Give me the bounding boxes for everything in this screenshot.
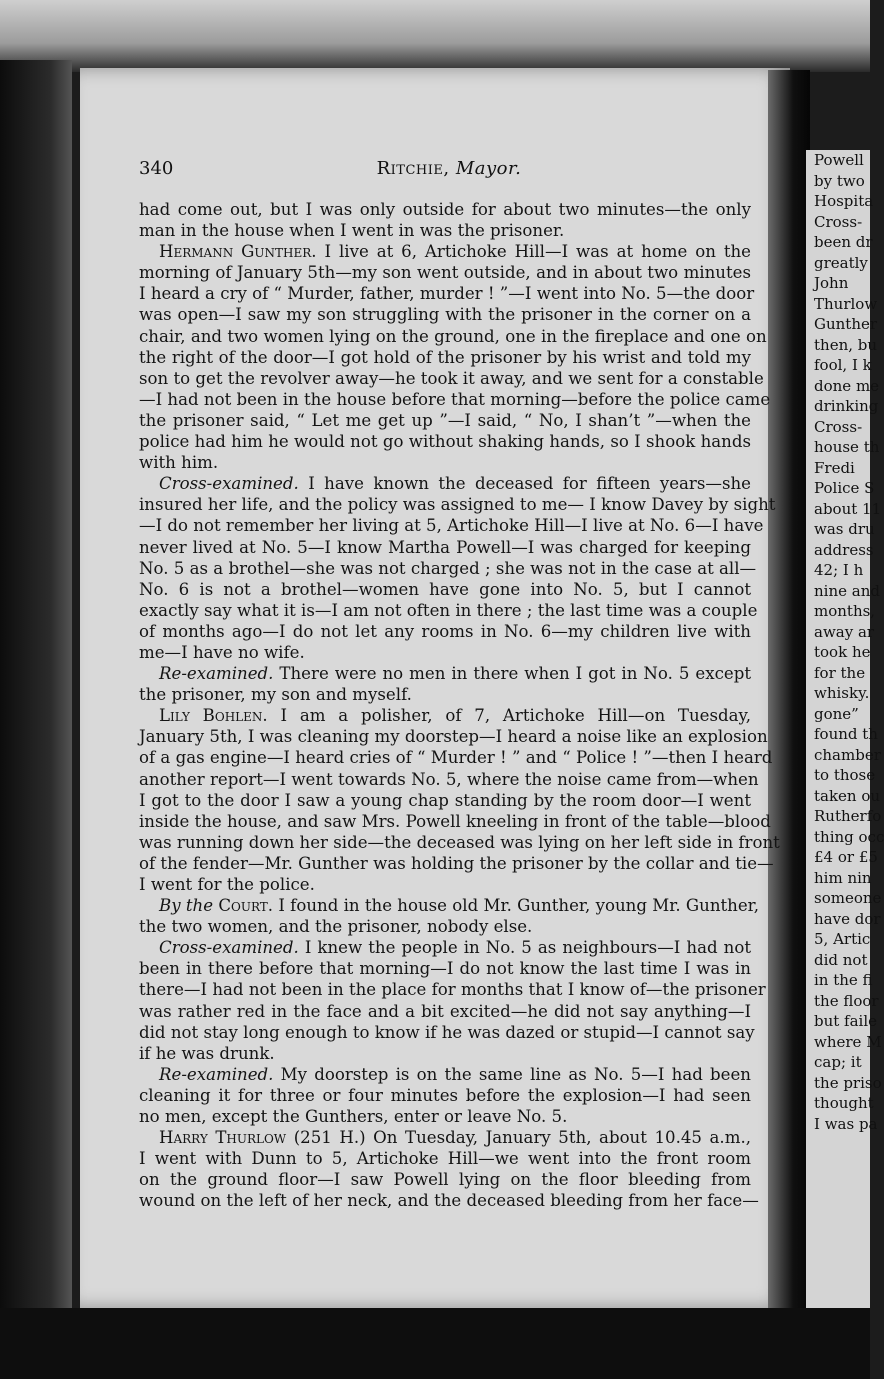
right-page-line-fragment: whisky. — [814, 684, 870, 702]
page-header — [139, 158, 759, 186]
text-line — [139, 874, 751, 895]
right-page-line-fragment: fool, I k — [814, 356, 872, 374]
right-page-line-fragment: to those — [814, 766, 876, 784]
line-text: had come out, but I was only outside for about two minutes—the only — [139, 200, 751, 219]
text-line — [139, 1106, 751, 1127]
text-line — [139, 537, 751, 558]
text-line — [139, 811, 771, 832]
line-text: I knew the people in No. 5 as neighbours—I had not — [298, 938, 751, 958]
line-text: I went for the police. — [139, 875, 315, 894]
line-text: the two women, and the prisoner, nobody else. — [139, 917, 533, 937]
text-line — [139, 304, 751, 325]
right-page-line-fragment: Cross- — [814, 212, 863, 231]
line-text: son to get the revolver away—he took it away, and we sent for a constable — [139, 368, 764, 388]
right-page-line-fragment: then, bu — [814, 335, 878, 354]
text-line — [139, 600, 758, 621]
line-text: the right of the door—I got hold of the prisoner by his wrist and told my — [139, 347, 751, 367]
line-text: There were no men in there when I got in No. 5 except — [273, 664, 751, 684]
italic-label: Cross-examined. — [159, 474, 299, 494]
right-page-line-fragment: about 11 — [814, 499, 882, 518]
right-page-line-fragment: £4 or £5 — [814, 848, 878, 866]
text-line — [139, 1148, 751, 1169]
right-page-line-fragment: thing occ — [814, 827, 884, 846]
right-page-line-fragment: taken ou — [814, 786, 881, 805]
line-text: never lived at No. 5—I know Martha Powell—I was charged for keeping — [139, 537, 751, 557]
right-page-line-fragment: chamber — [814, 745, 881, 764]
text-line — [139, 726, 768, 747]
running-head-name: Ritchie, — [376, 158, 450, 179]
right-page-line-fragment: cap; it — [814, 1053, 862, 1071]
text-line — [139, 663, 751, 684]
scan-top-edge — [0, 0, 870, 72]
line-text: I live at 6, Artichoke Hill—I was at home on the — [316, 242, 751, 262]
line-text: chair, and two women lying on the ground, one in the fireplace and one on — [139, 326, 767, 346]
text-line — [139, 326, 767, 347]
text-line — [139, 853, 774, 874]
right-page-line-fragment: Fredi — [814, 458, 855, 477]
right-page-line-fragment: Rutherfo — [814, 807, 882, 825]
text-line — [139, 1064, 751, 1085]
running-head-title: Mayor. — [455, 158, 522, 179]
text-line — [139, 642, 751, 663]
right-page-line-fragment: someone — [814, 889, 882, 907]
line-text: (251 H.) On Tuesday, January 5th, about 10.45 a.m., — [286, 1128, 751, 1148]
text-line — [139, 431, 751, 452]
line-text: of the fender—Mr. Gunther was holding the prisoner by the collar and tie— — [139, 853, 774, 873]
italic-label: Re-examined. — [159, 1064, 274, 1084]
text-line — [139, 220, 751, 241]
right-page-line-fragment: took he — [814, 643, 871, 661]
text-line — [139, 473, 751, 494]
text-line — [139, 452, 751, 473]
text-line — [139, 1190, 759, 1211]
line-text: I heard a cry of “ Murder, father, murder ! ”—I went into No. 5—the door — [139, 284, 755, 304]
right-page-line-fragment: have dor — [814, 909, 881, 928]
text-line — [139, 283, 755, 304]
line-text: was running down her side—the deceased was lying on her left side in front — [139, 832, 780, 852]
right-page-line-fragment: Cross- — [814, 417, 863, 436]
text-line — [139, 347, 751, 368]
line-text: exactly say what it is—I am not often in there ; the last time was a couple — [139, 600, 758, 620]
right-page-line-fragment: but faile — [814, 1012, 878, 1030]
right-page-line-fragment: done me — [814, 376, 880, 395]
speaker-name: Lily Bohlen. — [159, 706, 268, 726]
text-line — [139, 368, 764, 389]
line-text: —I do not remember her living at 5, Artichoke Hill—I live at No. 6—I have — [139, 516, 764, 536]
book-gutter — [768, 70, 810, 1320]
text-line — [139, 262, 751, 283]
right-page-line-fragment: greatly — [814, 253, 868, 272]
text-line — [139, 1001, 751, 1022]
text-line — [139, 558, 757, 579]
line-text: cleaning it for three or four minutes before the explosion—I had seen — [139, 1085, 751, 1105]
line-text: was open—I saw my son struggling with the prisoner in the corner on a — [139, 305, 751, 325]
text-line — [139, 389, 771, 410]
right-page-line-fragment: I was pa — [814, 1114, 878, 1133]
right-page-line-fragment: Powell — [814, 151, 864, 169]
text-line — [139, 494, 776, 515]
line-text: I got to the door I saw a young chap standing by the room door—I went — [139, 790, 751, 810]
right-page-line-fragment: was dru — [814, 520, 875, 538]
line-text: been in there before that morning—I do not know the last time I was in — [139, 959, 751, 979]
text-line — [139, 621, 751, 642]
line-text: of months ago—I do not let any rooms in No. 6—my children live with — [139, 621, 751, 641]
line-text: My doorstep is on the same line as No. 5—I had been — [273, 1064, 751, 1084]
right-page-line-fragment: Gunther — [814, 315, 878, 333]
line-text: I found in the house old Mr. Gunther, young Mr. Gunther, — [273, 896, 760, 916]
right-page-line-fragment: nine and — [814, 581, 880, 600]
speaker-name: Harry Thurlow — [159, 1128, 287, 1148]
italic-label: Cross-examined. — [159, 938, 299, 958]
right-page-line-fragment: Thurlow — [814, 294, 878, 313]
page-body-text — [139, 199, 780, 1212]
text-line — [139, 1127, 751, 1148]
text-line — [139, 1085, 751, 1106]
book-left-edge — [0, 60, 72, 1379]
italic-label: Re-examined. — [159, 664, 274, 684]
text-line — [139, 579, 751, 600]
line-text: if he was drunk. — [139, 1043, 275, 1063]
right-page-line-fragment: 5, Artic — [814, 930, 871, 948]
right-page-line-fragment: found th — [814, 725, 878, 743]
text-line — [139, 515, 764, 536]
text-line — [139, 937, 751, 958]
line-text: of a gas engine—I heard cries of “ Murder ! ” and “ Police ! ”—then I heard — [139, 748, 773, 768]
text-line — [139, 916, 751, 937]
right-page-line-fragment: where M — [814, 1032, 882, 1051]
right-page-line-fragment: in the fi — [814, 971, 873, 989]
line-text: on the ground floor—I saw Powell lying on the floor bleeding from — [139, 1170, 751, 1190]
text-line — [139, 832, 780, 853]
line-text: inside the house, and saw Mrs. Powell kneeling in front of the table—blood — [139, 811, 771, 831]
line-text: there—I had not been in the place for months that I know of—the prisoner — [139, 980, 766, 1000]
line-text: me—I have no wife. — [139, 642, 305, 662]
text-line — [139, 769, 759, 790]
text-line — [139, 1043, 751, 1064]
line-text: I am a polisher, of 7, Artichoke Hill—on Tuesday, — [267, 706, 751, 726]
text-line — [139, 1169, 751, 1190]
text-line — [139, 1022, 755, 1043]
right-page-line-fragment: him nin — [814, 868, 872, 887]
right-page-line-fragment: address — [814, 540, 874, 559]
right-page-line-fragment: 42; I h — [814, 561, 864, 579]
line-text: the prisoner, my son and myself. — [139, 685, 412, 705]
speaker-name: Hermann Gunther. — [159, 242, 317, 262]
line-text: No. 5 as a brothel—she was not charged ; she was not in the case at all— — [139, 558, 757, 578]
line-text: the prisoner said, “ Let me get up ”—I said, “ No, I shan’t ”—when the — [139, 410, 751, 430]
line-text: did not stay long enough to know if he was dazed or stupid—I cannot say — [139, 1022, 755, 1042]
line-text: another report—I went towards No. 5, where the noise came from—when — [139, 769, 759, 789]
text-line — [139, 958, 751, 979]
line-text: morning of January 5th—my son went outside, and in about two minutes — [139, 263, 751, 283]
right-page-line-fragment: Hospita — [814, 192, 874, 210]
right-page-line-fragment: did not — [814, 950, 868, 969]
right-page-line-fragment: by two — [814, 171, 865, 190]
right-page-line-fragment: John — [814, 274, 849, 292]
text-line — [139, 241, 751, 262]
line-text: wound on the left of her neck, and the deceased bleeding from her face— — [139, 1191, 759, 1211]
right-page-line-fragment: months, — [814, 602, 876, 620]
line-text: I have known the deceased for fifteen years—she — [298, 474, 751, 494]
right-page-line-fragment: been dr — [814, 233, 873, 251]
italic-label: By the — [159, 896, 214, 916]
text-line — [139, 684, 751, 705]
scan-bottom-edge — [0, 1308, 870, 1379]
line-text: insured her life, and the policy was assigned to me— I know Davey by sight — [139, 495, 776, 515]
page-number: 340 — [139, 158, 174, 179]
line-text: police had him he would not go without shaking hands, so I shook hands — [139, 432, 751, 452]
right-page-line-fragment: away ar — [814, 622, 875, 641]
text-line — [139, 410, 751, 431]
line-text: —I had not been in the house before that morning—before the police came — [139, 389, 771, 409]
text-line — [139, 199, 751, 220]
right-page-line-fragment: house th — [814, 438, 880, 456]
right-page-line-fragment: Police S — [814, 479, 875, 497]
running-head — [139, 158, 759, 179]
right-page-line-fragment: thought — [814, 1094, 874, 1112]
line-text: No. 6 is not a brothel—women have gone into No. 5, but I cannot — [139, 579, 751, 599]
right-page-line-fragment: the floor — [814, 991, 879, 1010]
book-page-right-fragment — [806, 150, 884, 1310]
right-page-line-fragment: the priso — [814, 1073, 882, 1092]
line-text: man in the house when I went in was the prisoner. — [139, 221, 565, 241]
text-line — [139, 705, 751, 726]
line-text: was rather red in the face and a bit excited—he did not say anything—I — [139, 1001, 751, 1021]
text-line — [139, 790, 751, 811]
right-page-line-fragment: gone” — [814, 704, 859, 723]
text-line — [139, 747, 773, 768]
line-text: January 5th, I was cleaning my doorstep—I heard a noise like an explosion — [139, 727, 768, 747]
line-text: no men, except the Gunthers, enter or leave No. 5. — [139, 1107, 568, 1127]
right-page-line-fragment: drinking — [814, 397, 879, 415]
line-text: with him. — [139, 453, 219, 473]
speaker-name: Court. — [218, 896, 274, 916]
right-page-line-fragment: for the — [814, 663, 866, 682]
text-line — [139, 895, 760, 916]
text-line — [139, 979, 766, 1000]
line-text: I went with Dunn to 5, Artichoke Hill—we went into the front room — [139, 1149, 751, 1169]
